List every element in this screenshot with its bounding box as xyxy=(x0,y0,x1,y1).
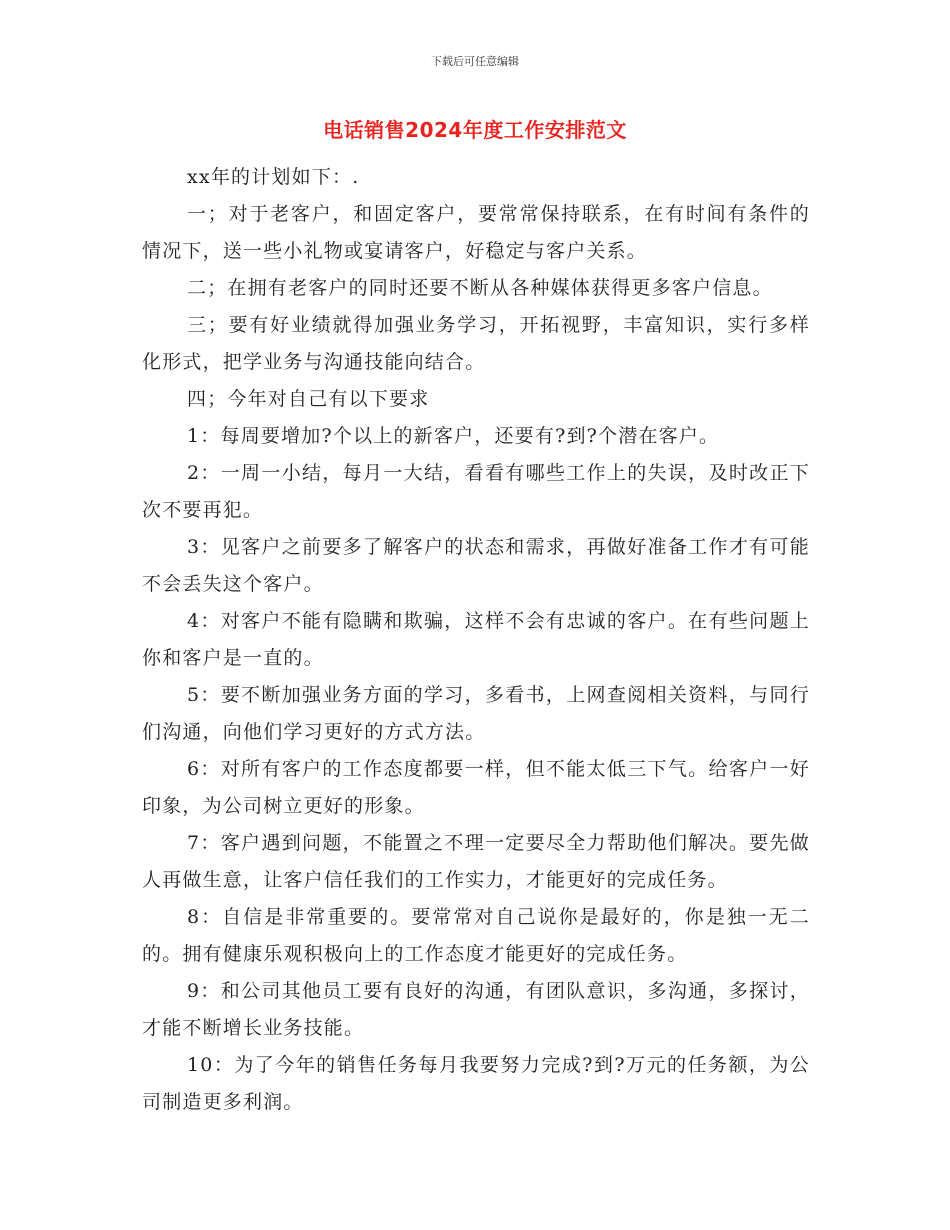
header-note: 下载后可任意编辑 xyxy=(431,55,519,68)
requirement-8: 8：自信是非常重要的。要常常对自己说你是最好的，你是独一无二的。拥有健康乐观积极向上的工作态度才能更好的完成任务。 xyxy=(142,906,810,965)
requirement-9: 9：和公司其他员工要有良好的沟通，有团队意识，多沟通，多探讨，才能不断增长业务技能。 xyxy=(142,980,810,1039)
paragraph-item-2: 二；在拥有老客户的同时还要不断从各种媒体获得更多客户信息。 xyxy=(187,277,773,299)
requirement-2: 2：一周一小结，每月一大结，看看有哪些工作上的失误，及时改正下次不要再犯。 xyxy=(142,462,810,521)
document-title: 电话销售2024年度工作安排范文 xyxy=(323,118,627,142)
requirement-7: 7：客户遇到问题，不能置之不理一定要尽全力帮助他们解决。要先做人再做生意，让客户信任我们的工作实力，才能更好的完成任务。 xyxy=(142,832,810,891)
requirement-1: 1：每周要增加?个以上的新客户，还要有?到?个潜在客户。 xyxy=(187,425,720,447)
paragraph-intro: xx年的计划如下：. xyxy=(187,166,360,188)
requirement-5: 5：要不断加强业务方面的学习，多看书，上网查阅相关资料，与同行们沟通，向他们学习更好的方式方法。 xyxy=(142,684,810,743)
paragraph-item-3: 三；要有好业绩就得加强业务学习，开拓视野，丰富知识，实行多样化形式，把学业务与沟通技能向结合。 xyxy=(142,314,810,373)
paragraph-item-4: 四；今年对自己有以下要求 xyxy=(187,388,430,410)
requirement-3: 3：见客户之前要多了解客户的状态和需求，再做好准备工作才有可能不会丢失这个客户。 xyxy=(142,536,810,595)
requirement-4: 4：对客户不能有隐瞒和欺骗，这样不会有忠诚的客户。在有些问题上你和客户是一直的。 xyxy=(142,610,810,669)
paragraph-item-1: 一；对于老客户，和固定客户，要常常保持联系，在有时间有条件的情况下，送一些小礼物或宴请客户，好稳定与客户关系。 xyxy=(142,203,810,262)
requirement-6: 6：对所有客户的工作态度都要一样，但不能太低三下气。给客户一好印象，为公司树立更好的形象。 xyxy=(142,758,810,817)
requirement-10: 10：为了今年的销售任务每月我要努力完成?到?万元的任务额，为公司制造更多利润。 xyxy=(142,1054,810,1113)
document-body xyxy=(142,159,810,1121)
